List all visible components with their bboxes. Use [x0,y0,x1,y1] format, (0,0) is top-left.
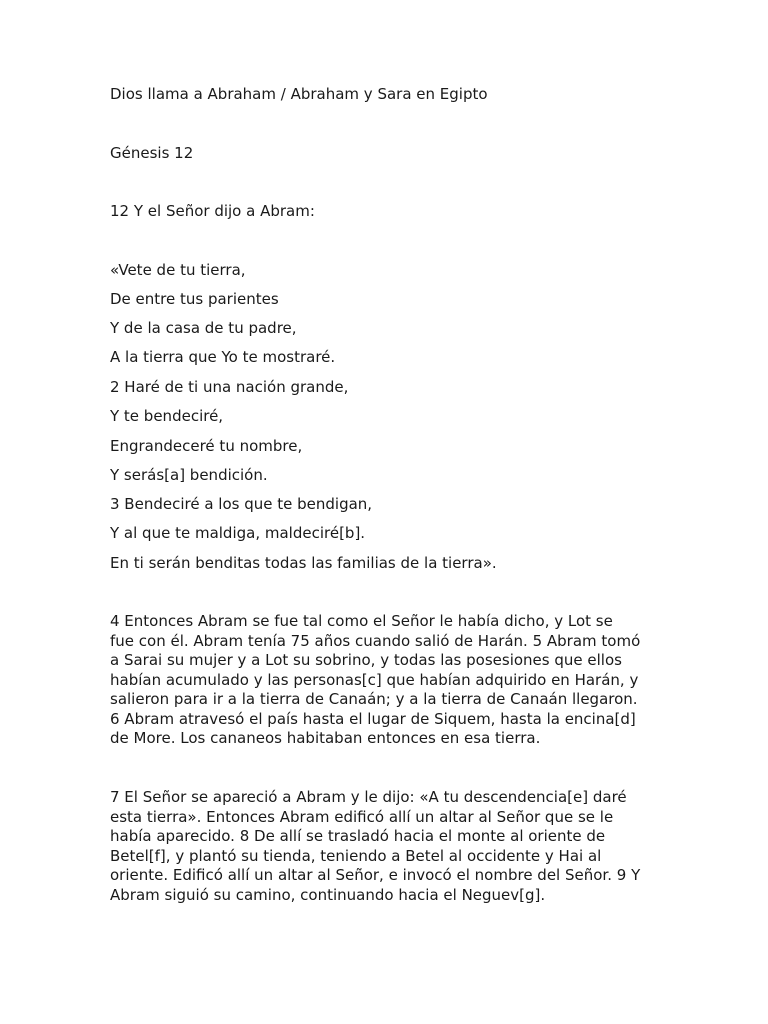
poem-line: En ti serán benditas todas las familias de la tierra». [110,554,497,572]
paragraph-line: 7 El Señor se apareció a Abram y le dijo: «A tu descendencia[e] daré [110,788,627,806]
paragraph-verses-4-6 [110,612,670,749]
paragraph-line: Abram siguió su camino, continuando hacia el Neguev[g]. [110,885,546,904]
paragraph-line: esta tierra». Entonces Abram edificó allí un altar al Señor que se le [110,807,614,826]
paragraph-line: fue con él. Abram tenía 75 años cuando salió de Harán. 5 Abram tomó [110,631,641,650]
poem-line: 3 Bendeciré a los que te bendigan, [110,495,373,513]
paragraph-line: de More. Los cananeos habitaban entonces en esa tierra. [110,729,541,747]
paragraph-line: oriente. Edificó allí un altar al Señor, e invocó el nombre del Señor. 9 Y [110,866,641,884]
paragraph-line: 6 Abram atravesó el país hasta el lugar de Siquem, hasta la encina[d] [110,709,636,728]
poem-line: «Vete de tu tierra, [110,261,246,279]
poem-line: Y serás[a] bendición. [110,466,268,484]
poem-line: Y al que te maldiga, maldeciré[b]. [110,524,366,542]
poem-line: A la tierra que Yo te mostraré. [110,348,336,366]
chapter-heading: Génesis 12 [110,144,194,162]
poem-line: Engrandeceré tu nombre, [110,437,303,455]
paragraph-line: salieron para ir a la tierra de Canaán; y a la tierra de Canaán llegaron. [110,690,638,708]
poem-line: Y te bendeciré, [110,407,224,425]
paragraph-verses-7-9 [110,788,670,905]
poem-line: Y de la casa de tu padre, [110,319,297,337]
poem-line: 2 Haré de ti una nación grande, [110,378,349,396]
paragraph-line: 4 Entonces Abram se fue tal como el Señor le había dicho, y Lot se [110,612,613,630]
paragraph-line: Betel[f], y plantó su tienda, teniendo a Betel al occidente y Hai al [110,846,602,865]
paragraph-line: a Sarai su mujer y a Lot su sobrino, y todas las posesiones que ellos [110,651,622,669]
verse-intro: 12 Y el Señor dijo a Abram: [110,202,315,220]
paragraph-line: habían acumulado y las personas[c] que habían adquirido en Harán, y [110,670,639,689]
poem-line: De entre tus parientes [110,290,279,308]
paragraph-line: había aparecido. 8 De allí se trasladó hacia el monte al oriente de [110,827,606,845]
document-title: Dios llama a Abraham / Abraham y Sara en Egipto [110,85,488,103]
